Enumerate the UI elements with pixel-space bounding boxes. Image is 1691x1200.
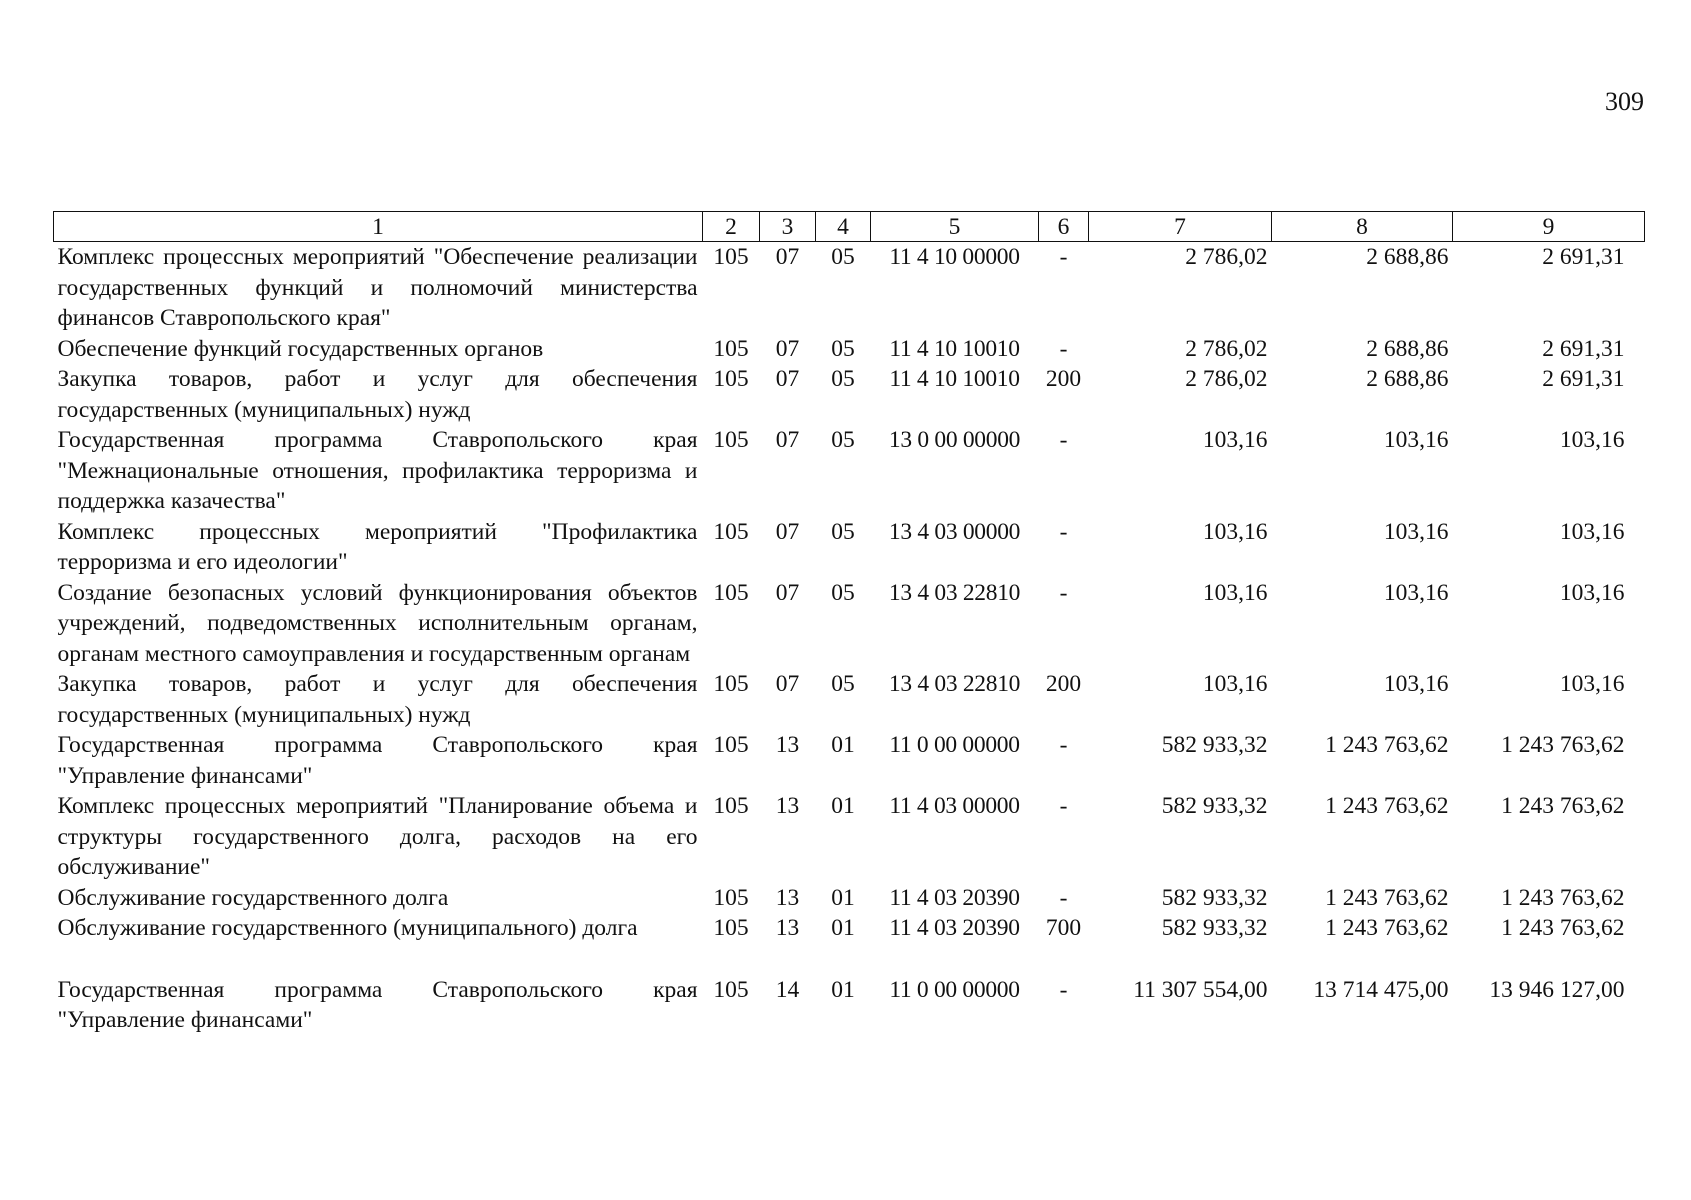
row-amount-9: 1 243 763,62: [1501, 793, 1625, 819]
row-code-2: 105: [713, 671, 749, 697]
row-amount-8: 103,16: [1383, 427, 1449, 453]
row-code-3: 07: [775, 335, 800, 362]
column-header-5: 5: [871, 212, 1039, 242]
table-row: [54, 334, 1645, 365]
row-code-4: 05: [831, 518, 855, 545]
row-amount-8: 1 243 763,62: [1325, 915, 1449, 941]
row-code-3: 07: [775, 671, 800, 697]
column-header-6: 6: [1039, 212, 1089, 242]
table-row: [54, 913, 1645, 944]
row-amount-9: 13 946 127,00: [1489, 976, 1625, 1003]
row-name: Закупка товаров, работ и услуг для обеспечения государственных (муниципальных) нужд: [57, 671, 698, 728]
row-code-2: 105: [713, 915, 749, 941]
row-target-article: 11 4 03 00000: [889, 793, 1020, 819]
row-expense-type: -: [1059, 976, 1068, 1003]
row-target-article: 13 4 03 22810: [888, 671, 1021, 697]
row-code-2: 105: [713, 244, 749, 270]
row-expense-type: 200: [1045, 366, 1082, 392]
row-amount-8: 2 688,86: [1366, 366, 1449, 392]
row-expense-type: -: [1059, 579, 1068, 606]
table-row: [54, 791, 1645, 883]
row-amount-8: 1 243 763,62: [1325, 793, 1449, 819]
row-amount-9: 2 691,31: [1542, 335, 1625, 362]
row-code-4: 01: [831, 884, 855, 911]
row-code-3: 07: [775, 579, 800, 606]
row-code-4: 05: [831, 244, 855, 270]
row-expense-type: -: [1059, 335, 1068, 362]
row-amount-7: 582 933,32: [1161, 793, 1268, 819]
row-code-3: 14: [775, 976, 800, 1003]
row-target-article: 13 4 03 22810: [888, 579, 1021, 606]
column-header-2: 2: [703, 212, 760, 242]
row-target-article: 13 0 00 00000: [888, 427, 1021, 453]
row-code-2: 105: [713, 976, 749, 1003]
row-amount-7: 2 786,02: [1185, 366, 1268, 392]
row-expense-type: 200: [1045, 671, 1082, 697]
table-row: [54, 425, 1645, 517]
row-amount-7: 103,16: [1202, 671, 1268, 697]
row-code-3: 07: [775, 427, 800, 453]
row-code-2: 105: [713, 732, 749, 758]
row-target-article: 11 4 10 10010: [889, 335, 1020, 362]
row-code-2: 105: [713, 335, 749, 362]
row-amount-9: 1 243 763,62: [1501, 915, 1625, 941]
row-code-3: 13: [775, 915, 800, 941]
row-name: Комплекс процессных мероприятий "Обеспечение реализации государственных функций и полномочий министерства финансов Ставропольского края": [57, 244, 698, 331]
row-expense-type: -: [1059, 518, 1068, 545]
row-code-4: 05: [831, 335, 855, 362]
column-header-4: 4: [816, 212, 871, 242]
row-code-4: 05: [831, 366, 855, 392]
row-code-4: 05: [831, 671, 855, 697]
row-code-2: 105: [713, 518, 749, 545]
row-expense-type: -: [1059, 244, 1068, 270]
row-amount-9: 2 691,31: [1542, 366, 1625, 392]
row-amount-8: 2 688,86: [1366, 335, 1449, 362]
column-header-7: 7: [1089, 212, 1272, 242]
row-amount-7: 2 786,02: [1185, 244, 1268, 270]
row-amount-8: 1 243 763,62: [1325, 732, 1449, 758]
row-amount-7: 11 307 554,00: [1133, 976, 1268, 1003]
table-row: [54, 669, 1645, 730]
row-code-4: 01: [831, 976, 855, 1003]
row-amount-8: 13 714 475,00: [1313, 976, 1449, 1003]
row-code-2: 105: [713, 884, 749, 911]
row-code-3: 07: [775, 244, 800, 270]
row-amount-7: 2 786,02: [1185, 335, 1268, 362]
row-target-article: 11 4 10 00000: [889, 244, 1020, 270]
row-name: Обеспечение функций государственных органов: [57, 335, 544, 362]
row-code-3: 07: [775, 518, 800, 545]
row-amount-9: 1 243 763,62: [1501, 732, 1625, 758]
table-body: [54, 242, 1645, 1036]
table-row: [54, 730, 1645, 791]
row-expense-type: -: [1059, 793, 1068, 819]
budget-table: [53, 211, 1645, 1036]
row-name: Обслуживание государственного долга: [57, 884, 449, 911]
row-name: Обслуживание государственного (муниципального) долга: [57, 915, 638, 941]
header-row: [54, 212, 1645, 242]
row-name: Государственная программа Ставропольского края "Управление финансами": [57, 976, 698, 1033]
row-amount-8: 103,16: [1383, 518, 1449, 545]
table-row: [54, 883, 1645, 914]
row-target-article: 11 4 03 20390: [889, 915, 1020, 941]
row-amount-9: 103,16: [1559, 579, 1625, 606]
row-amount-9: 103,16: [1559, 518, 1625, 545]
row-expense-type: -: [1059, 427, 1068, 453]
row-code-4: 01: [831, 732, 855, 758]
table-row: [54, 364, 1645, 425]
row-target-article: 11 4 03 20390: [889, 884, 1020, 911]
row-expense-type: 700: [1045, 915, 1082, 941]
row-expense-type: -: [1059, 732, 1068, 758]
row-name: Государственная программа Ставропольского края "Межнациональные отношения, профилактика терроризма и поддержка казачества": [57, 427, 698, 514]
row-target-article: 13 4 03 00000: [888, 518, 1021, 545]
column-header-1: 1: [54, 212, 703, 242]
row-amount-7: 103,16: [1202, 579, 1268, 606]
row-amount-9: 103,16: [1559, 427, 1625, 453]
row-amount-7: 582 933,32: [1161, 884, 1268, 911]
row-target-article: 11 4 10 10010: [889, 366, 1020, 392]
row-amount-8: 2 688,86: [1366, 244, 1449, 270]
row-target-article: 11 0 00 00000: [889, 732, 1020, 758]
row-name: Создание безопасных условий функционирования объектов учреждений, подведомственных исполнительным органам, органам местного самоуправления и государственным органам: [57, 579, 698, 667]
row-amount-7: 103,16: [1202, 518, 1268, 545]
column-header-8: 8: [1272, 212, 1453, 242]
row-code-4: 05: [831, 579, 855, 606]
row-code-2: 105: [713, 366, 749, 392]
table-row: [54, 944, 1645, 1036]
row-code-4: 01: [831, 793, 855, 819]
row-code-3: 13: [775, 884, 800, 911]
row-code-3: 13: [775, 793, 800, 819]
row-target-article: 11 0 00 00000: [889, 976, 1020, 1003]
row-name: Закупка товаров, работ и услуг для обеспечения государственных (муниципальных) нужд: [57, 366, 698, 423]
row-name: Комплекс процессных мероприятий "Планирование объема и структуры государственного долга, расходов на его обслуживание": [57, 793, 698, 880]
row-name: Государственная программа Ставропольского края "Управление финансами": [57, 732, 698, 789]
row-amount-8: 103,16: [1383, 579, 1449, 606]
row-amount-9: 2 691,31: [1542, 244, 1625, 270]
row-amount-7: 103,16: [1202, 427, 1268, 453]
row-amount-8: 103,16: [1383, 671, 1449, 697]
table-header: [54, 212, 1645, 242]
row-code-4: 01: [831, 915, 855, 941]
column-header-9: 9: [1453, 212, 1645, 242]
row-amount-9: 103,16: [1559, 671, 1625, 697]
table-row: [54, 578, 1645, 670]
table-row: [54, 242, 1645, 334]
row-amount-8: 1 243 763,62: [1325, 884, 1449, 911]
table-row: [54, 517, 1645, 578]
column-header-3: 3: [760, 212, 816, 242]
row-amount-7: 582 933,32: [1161, 915, 1268, 941]
row-amount-9: 1 243 763,62: [1501, 884, 1625, 911]
page-number: 309: [1605, 87, 1644, 116]
row-code-2: 105: [713, 427, 749, 453]
row-expense-type: -: [1059, 884, 1068, 911]
row-code-3: 13: [775, 732, 800, 758]
row-code-3: 07: [775, 366, 800, 392]
row-name: Комплекс процессных мероприятий "Профилактика терроризма и его идеологии": [57, 518, 698, 575]
row-code-4: 05: [831, 427, 855, 453]
row-code-2: 105: [713, 793, 749, 819]
row-amount-7: 582 933,32: [1161, 732, 1268, 758]
row-code-2: 105: [713, 579, 749, 606]
